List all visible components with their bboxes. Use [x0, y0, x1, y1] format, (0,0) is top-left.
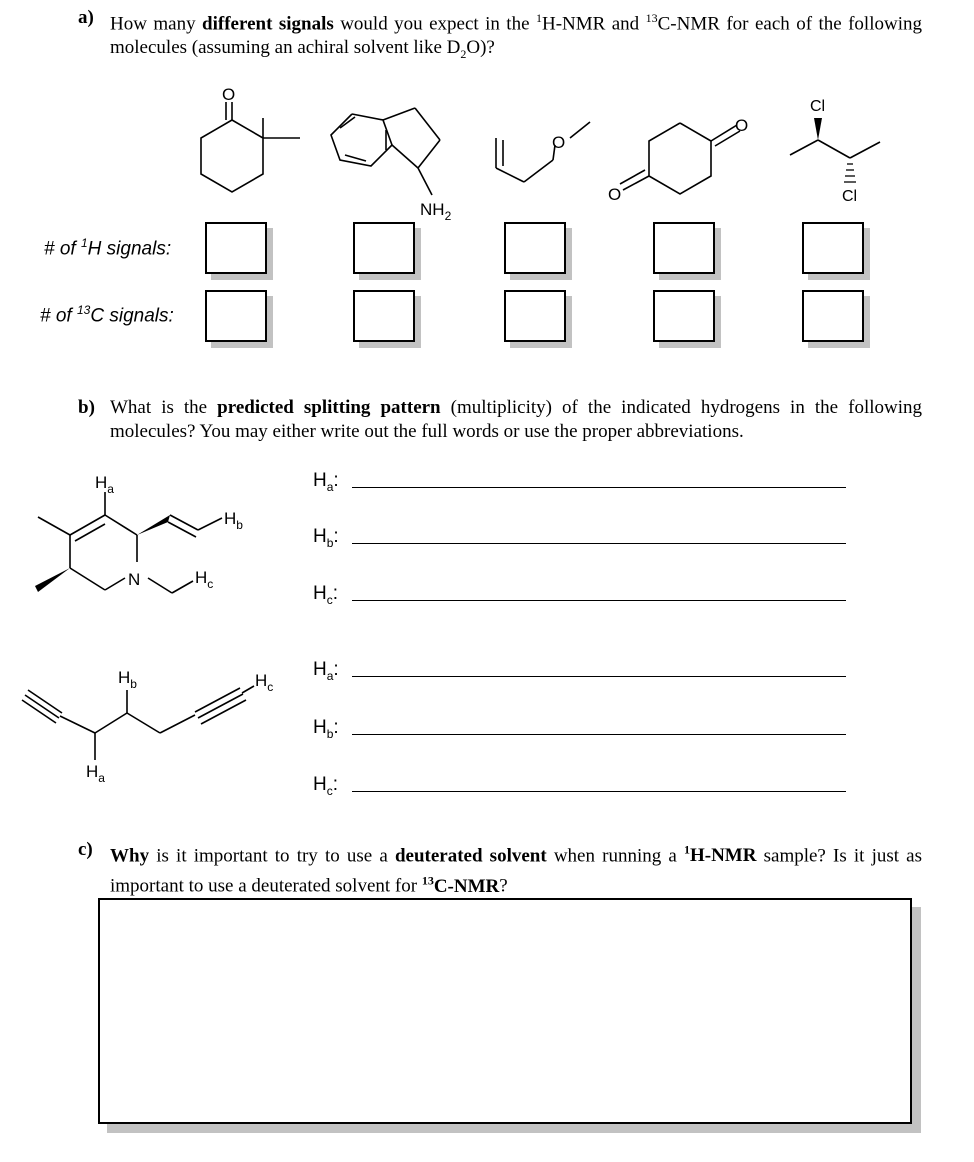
- question-b-text: What is the predicted splitting pattern (multiplicity) of the indicated hydrogens in the following molecules? You may either write out the full words or use the proper abbreviations.: [110, 397, 923, 442]
- b2-hc-answer-line[interactable]: [352, 791, 846, 792]
- question-b-letter: b): [78, 397, 95, 418]
- c-answer-box-2[interactable]: [353, 290, 415, 342]
- b2-ha-label: $H_a$:: [313, 659, 339, 683]
- b2-hb-label: $H_b$:: [313, 717, 339, 741]
- b1-hc-label: $H_c$:: [313, 583, 339, 607]
- mol3-o-label: O: [552, 133, 566, 152]
- question-c-letter: c): [78, 839, 93, 860]
- mol2-nh2-label: $NH_2$: [420, 200, 452, 223]
- c-signals-label: # of $^{13}$C signals:: [40, 303, 174, 327]
- b1-ha-answer-line[interactable]: [352, 487, 846, 488]
- b2-hc-label: $H_c$:: [313, 774, 339, 798]
- mol5-cl-bottom: Cl: [842, 188, 858, 205]
- c-answer-box-5[interactable]: [802, 290, 864, 342]
- mol-b2-hc: $H_c$: [255, 671, 274, 694]
- mol-b1-hc: $H_c$: [195, 568, 214, 591]
- mol-b1-hb: $H_b$: [224, 509, 243, 532]
- question-c-answer-box[interactable]: [98, 898, 912, 1124]
- mol-b2-hb: $H_b$: [118, 668, 137, 691]
- c-answer-box-3[interactable]: [504, 290, 566, 342]
- b1-hb-label: $H_b$:: [313, 526, 339, 550]
- h-answer-box-5[interactable]: [802, 222, 864, 274]
- mol5-cl-top: Cl: [810, 98, 826, 115]
- question-c-text: Why is it important to try to use a deuterated solvent when running a $^1$H-NMR sample? Is it just as important to use a deuterated solvent for $^{13}$C-NMR?: [110, 843, 923, 897]
- h-answer-box-4[interactable]: [653, 222, 715, 274]
- mol1-o-label: O: [222, 85, 236, 104]
- h-answer-box-2[interactable]: [353, 222, 415, 274]
- h-answer-box-1[interactable]: [205, 222, 267, 274]
- question-a-letter: a): [78, 7, 94, 28]
- question-a-text: How many different signals would you expect in the $^1$H-NMR and $^{13}$C-NMR for each of the following molecules (assuming an achiral solvent like $D_2O$)?: [110, 11, 922, 62]
- c-answer-box-4[interactable]: [653, 290, 715, 342]
- c-answer-box-1[interactable]: [205, 290, 267, 342]
- mol-b2-ha: $H_a$: [86, 762, 105, 785]
- h-signals-label: # of $^1$H signals:: [44, 236, 172, 260]
- b1-hc-answer-line[interactable]: [352, 600, 846, 601]
- mol4-o-label-b: O: [608, 185, 622, 204]
- b1-ha-label: $H_a$:: [313, 470, 339, 494]
- mol4-o-label-a: O: [735, 116, 749, 135]
- b2-ha-answer-line[interactable]: [352, 676, 846, 677]
- mol-b1-n-label: N: [128, 570, 141, 589]
- b2-hb-answer-line[interactable]: [352, 734, 846, 735]
- mol-b1-ha: $H_a$: [95, 473, 114, 496]
- h-answer-box-3[interactable]: [504, 222, 566, 274]
- b1-hb-answer-line[interactable]: [352, 543, 846, 544]
